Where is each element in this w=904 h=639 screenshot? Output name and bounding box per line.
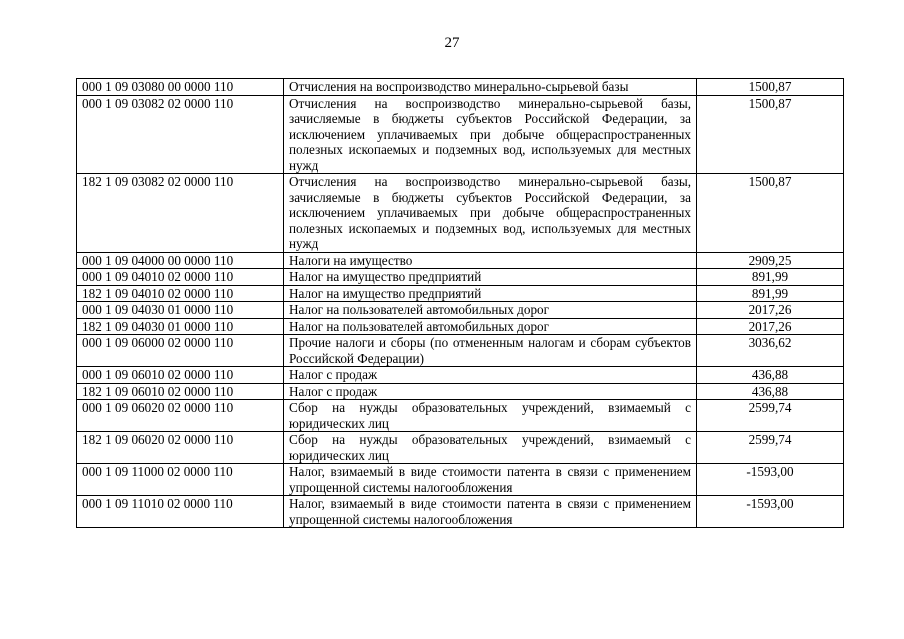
table-row xyxy=(77,95,844,174)
budget-code-cell: 000 1 09 11010 02 0000 110 xyxy=(77,496,284,528)
amount-cell: 1500,87 xyxy=(697,95,844,174)
budget-code-cell: 182 1 09 03082 02 0000 110 xyxy=(77,174,284,253)
revenue-name-cell: Налог на пользователей автомобильных дорог xyxy=(284,318,697,335)
budget-code-cell: 000 1 09 03082 02 0000 110 xyxy=(77,95,284,174)
budget-code-cell: 182 1 09 04030 01 0000 110 xyxy=(77,318,284,335)
amount-cell: 436,88 xyxy=(697,367,844,384)
amount-cell: 2017,26 xyxy=(697,302,844,319)
budget-revenue-table xyxy=(76,78,844,528)
amount-cell: 2599,74 xyxy=(697,400,844,432)
amount-cell: 2909,25 xyxy=(697,252,844,269)
revenue-name-cell: Налог, взимаемый в виде стоимости патента в связи с применением упрощенной системы налогообложения xyxy=(284,496,697,528)
page-number: 27 xyxy=(444,35,460,51)
table-row xyxy=(77,285,844,302)
revenue-name-cell: Налог на имущество предприятий xyxy=(284,269,697,286)
table-body xyxy=(77,79,844,528)
table-row xyxy=(77,496,844,528)
budget-code-cell: 182 1 09 06020 02 0000 110 xyxy=(77,432,284,464)
amount-cell: -1593,00 xyxy=(697,464,844,496)
amount-cell: 891,99 xyxy=(697,285,844,302)
table-row xyxy=(77,367,844,384)
table-row xyxy=(77,335,844,367)
budget-code-cell: 000 1 09 06010 02 0000 110 xyxy=(77,367,284,384)
table-row xyxy=(77,464,844,496)
amount-cell: -1593,00 xyxy=(697,496,844,528)
budget-code-cell: 000 1 09 06000 02 0000 110 xyxy=(77,335,284,367)
amount-cell: 2599,74 xyxy=(697,432,844,464)
budget-code-cell: 182 1 09 06010 02 0000 110 xyxy=(77,383,284,400)
budget-code-cell: 000 1 09 03080 00 0000 110 xyxy=(77,79,284,96)
revenue-name-cell: Сбор на нужды образовательных учреждений, взимаемый с юридических лиц xyxy=(284,432,697,464)
table-row xyxy=(77,432,844,464)
revenue-name-cell: Налог, взимаемый в виде стоимости патента в связи с применением упрощенной системы налогообложения xyxy=(284,464,697,496)
revenue-name-cell: Отчисления на воспроизводство минерально-сырьевой базы, зачисляемые в бюджеты субъектов Российской Федерации, за исключением уплачиваемых при добыче общераспространенных полезных ископаемых и подземных вод, используемых для местных нужд xyxy=(284,95,697,174)
revenue-name-cell: Налоги на имущество xyxy=(284,252,697,269)
budget-code-cell: 000 1 09 04000 00 0000 110 xyxy=(77,252,284,269)
amount-cell: 2017,26 xyxy=(697,318,844,335)
revenue-name-cell: Отчисления на воспроизводство минерально-сырьевой базы xyxy=(284,79,697,96)
budget-code-cell: 000 1 09 04010 02 0000 110 xyxy=(77,269,284,286)
amount-cell: 3036,62 xyxy=(697,335,844,367)
revenue-name-cell: Прочие налоги и сборы (по отмененным налогам и сборам субъектов Российской Федерации) xyxy=(284,335,697,367)
amount-cell: 1500,87 xyxy=(697,174,844,253)
amount-cell: 1500,87 xyxy=(697,79,844,96)
revenue-name-cell: Налог с продаж xyxy=(284,367,697,384)
budget-code-cell: 000 1 09 11000 02 0000 110 xyxy=(77,464,284,496)
revenue-name-cell: Налог на имущество предприятий xyxy=(284,285,697,302)
amount-cell: 891,99 xyxy=(697,269,844,286)
revenue-name-cell: Налог на пользователей автомобильных дорог xyxy=(284,302,697,319)
table-row xyxy=(77,174,844,253)
amount-cell: 436,88 xyxy=(697,383,844,400)
revenue-name-cell: Сбор на нужды образовательных учреждений, взимаемый с юридических лиц xyxy=(284,400,697,432)
table-row xyxy=(77,318,844,335)
table-row xyxy=(77,302,844,319)
table-row xyxy=(77,383,844,400)
table-row xyxy=(77,400,844,432)
revenue-name-cell: Отчисления на воспроизводство минерально-сырьевой базы, зачисляемые в бюджеты субъектов Российской Федерации, за исключением уплачиваемых при добыче общераспространенных полезных ископаемых и подземных вод, используемых для местных нужд xyxy=(284,174,697,253)
revenue-name-cell: Налог с продаж xyxy=(284,383,697,400)
budget-code-cell: 000 1 09 04030 01 0000 110 xyxy=(77,302,284,319)
table-row xyxy=(77,79,844,96)
budget-code-cell: 182 1 09 04010 02 0000 110 xyxy=(77,285,284,302)
table-row xyxy=(77,269,844,286)
budget-code-cell: 000 1 09 06020 02 0000 110 xyxy=(77,400,284,432)
table-row xyxy=(77,252,844,269)
